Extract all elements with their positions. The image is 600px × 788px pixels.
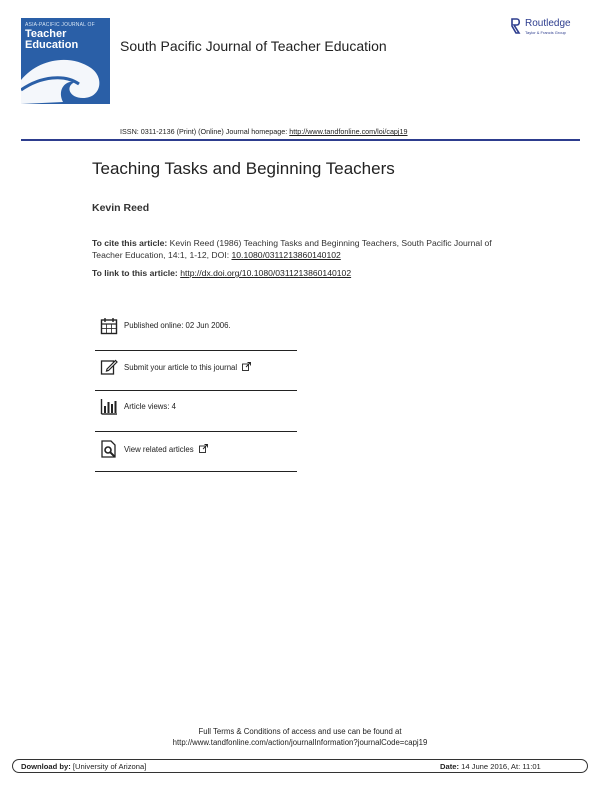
info-divider: [95, 431, 297, 432]
external-link-icon: [199, 444, 208, 453]
related-articles-link[interactable]: View related articles: [124, 445, 194, 454]
published-row: [95, 317, 297, 358]
submit-article-row[interactable]: [95, 358, 297, 399]
cover-bottom-panel: [21, 104, 110, 136]
doi-link[interactable]: 10.1080/0311213860140102: [231, 250, 341, 260]
downloaded-by: Download by: [University of Arizona]: [21, 762, 147, 771]
article-url-link[interactable]: http://dx.doi.org/10.1080/0311213860140102: [180, 268, 352, 278]
info-divider: [95, 350, 297, 351]
submit-article-link[interactable]: Submit your article to this journal: [124, 363, 238, 372]
header-divider: [21, 139, 580, 141]
terms-notice: [0, 726, 600, 748]
download-date: Date: 14 June 2016, At: 11:01: [440, 762, 541, 771]
terms-url[interactable]: http://www.tandfonline.com/action/journalInformation?journalCode=capj19: [172, 738, 428, 747]
download-info-bar: [12, 759, 588, 773]
issn-line: ISSN: 0311-2136 (Print) (Online) Journal homepage: http://www.tandfonline.com/loi/capj19: [120, 127, 408, 136]
calendar-icon: [100, 317, 118, 335]
journal-cover: [21, 18, 110, 136]
cite-label: To cite this article:: [92, 238, 168, 248]
edit-icon: [100, 358, 118, 376]
article-link-line: [92, 268, 351, 278]
article-title: Teaching Tasks and Beginning Teachers: [92, 159, 395, 178]
citation: [92, 237, 512, 261]
publisher-name: Routledge: [525, 18, 571, 29]
cover-title: Teacher Education: [25, 28, 79, 51]
publisher-tagline: Taylor & Francis Group: [525, 30, 566, 35]
cover-kicker: ASIA-PACIFIC JOURNAL OF: [25, 22, 95, 28]
info-divider: [95, 471, 297, 472]
article-views-text: Article views: 4: [124, 402, 176, 411]
terms-line-1: Full Terms & Conditions of access and use can be found at: [198, 727, 402, 736]
cite-text: Kevin Reed (1986) Teaching Tasks and Beginning Teachers, South Pacific Journal of Teacher Education, 14:1, 1-12, DOI:: [92, 238, 492, 260]
info-divider: [95, 390, 297, 391]
article-author: Kevin Reed: [92, 202, 150, 214]
journal-homepage-link[interactable]: http://www.tandfonline.com/loi/capj19: [289, 127, 408, 136]
external-link-icon: [242, 362, 251, 371]
routledge-r-icon: [511, 18, 521, 34]
published-date-text: Published online: 02 Jun 2006.: [124, 321, 231, 330]
journal-title: South Pacific Journal of Teacher Education: [120, 38, 387, 54]
article-views-row: [95, 398, 297, 439]
related-articles-row[interactable]: [95, 440, 297, 481]
bar-chart-icon: [100, 398, 118, 416]
search-document-icon: [100, 440, 118, 458]
link-label: To link to this article:: [92, 268, 181, 278]
